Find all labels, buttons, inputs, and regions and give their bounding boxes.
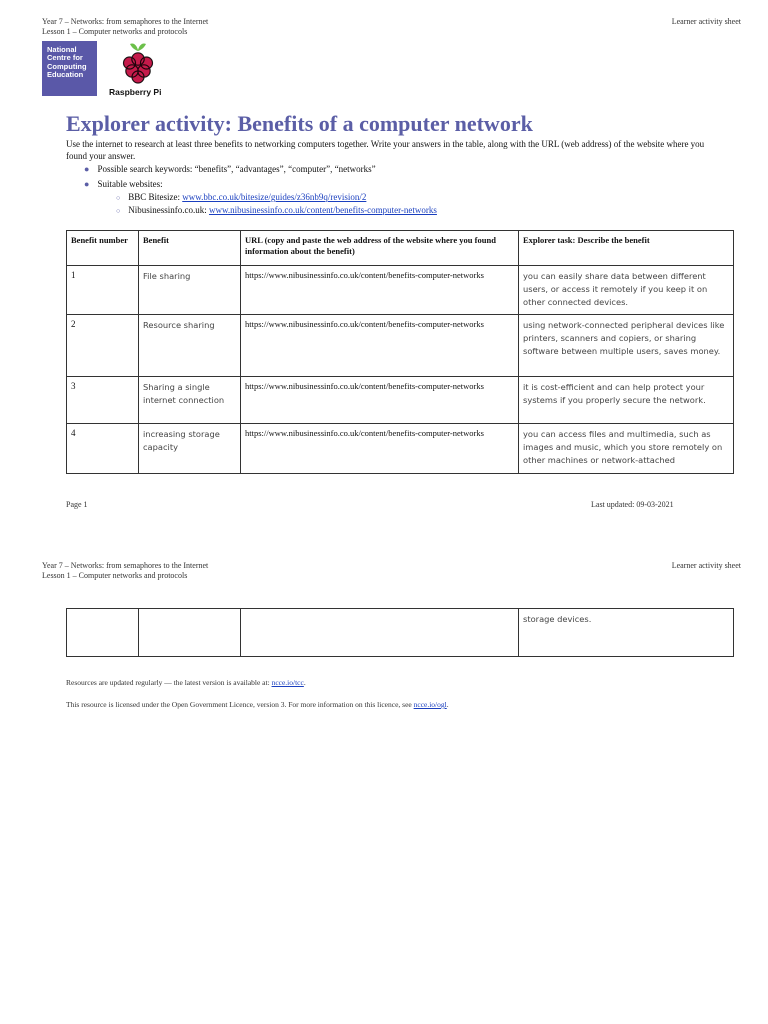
raspberry-pi-logo xyxy=(118,40,158,86)
resources-note xyxy=(66,678,306,687)
resources-end: . xyxy=(303,678,306,687)
header-sheet-type: Learner activity sheet xyxy=(671,17,741,26)
bullet-websites xyxy=(84,178,163,190)
row-url[interactable]: https://www.nibusinessinfo.co.uk/content/benefits-computer-networks xyxy=(241,424,519,474)
row-url[interactable]: https://www.nibusinessinfo.co.uk/content/benefits-computer-networks xyxy=(241,266,519,315)
row-description-text: you can access files and multimedia, such as images and music, which you store remotely on other machines or network-attached xyxy=(523,429,723,465)
table-row xyxy=(67,266,734,315)
row-url[interactable]: https://www.nibusinessinfo.co.uk/content/benefits-computer-networks xyxy=(241,315,519,377)
bbc-link[interactable]: www.bbc.co.uk/bitesize/guides/z36nb9q/revision/2 xyxy=(182,192,367,202)
header-lesson-title: Lesson 1 – Computer networks and protocols xyxy=(42,571,188,580)
resources-link[interactable]: ncce.io/tcc xyxy=(271,678,304,687)
page-number: Page 1 xyxy=(66,500,88,509)
table-row xyxy=(67,424,734,474)
bbc-label: BBC Bitesize: xyxy=(128,192,180,202)
running-header xyxy=(42,17,208,37)
row-description[interactable]: using network-connected peripheral devices like printers, scanners and copiers, or sharing software between multiple users, saves money. xyxy=(519,315,734,377)
row-description[interactable]: storage devices. xyxy=(519,609,734,657)
row-url[interactable] xyxy=(241,609,519,657)
table-row xyxy=(67,315,734,377)
row-description[interactable]: you can easily share data between different users, or access it remotely if you keep it on other connected devices. xyxy=(519,266,734,315)
hollow-bullet-icon: ○ xyxy=(116,207,121,215)
ncce-logo xyxy=(42,41,97,96)
table-row xyxy=(67,609,734,657)
intro-paragraph: Use the internet to research at least three benefits to networking computers together. Write your answers in the table, along with the URL (web address) of the website where you found your answer. xyxy=(66,139,705,161)
nibusiness-link[interactable]: www.nibusinessinfo.co.uk/content/benefits-computer-networks xyxy=(208,205,437,215)
bullet-keywords xyxy=(84,163,376,175)
table-header-row xyxy=(67,231,734,266)
sub-bullet-nibusiness xyxy=(116,204,437,217)
row-benefit[interactable]: File sharing xyxy=(139,266,241,315)
running-header-page2 xyxy=(42,561,208,581)
row-number: 2 xyxy=(67,315,139,377)
websites-text: Suitable websites: xyxy=(97,179,163,189)
bullet-dot-icon: ● xyxy=(84,164,90,174)
row-number: 1 xyxy=(67,266,139,315)
header-sheet-type: Learner activity sheet xyxy=(671,561,741,570)
licence-end: . xyxy=(446,700,449,709)
header-course-title: Year 7 – Networks: from semaphores to the Internet xyxy=(42,17,209,26)
bullet-dot-icon: ● xyxy=(84,179,90,189)
header-benefit-number: Benefit number xyxy=(67,231,139,266)
row-description[interactable] xyxy=(519,424,734,474)
licence-text: This resource is licensed under the Open Government Licence, version 3. For more information on this licence, see xyxy=(66,700,414,709)
keywords-text: Possible search keywords: “benefits”, “advantages”, “computer”, “networks” xyxy=(97,164,376,174)
header-lesson-title: Lesson 1 – Computer networks and protocols xyxy=(42,27,188,36)
resources-text: Resources are updated regularly — the latest version is available at: xyxy=(66,678,272,687)
row-number: 4 xyxy=(67,424,139,474)
row-benefit[interactable]: Sharing a single internet connection xyxy=(139,377,241,424)
row-number: 3 xyxy=(67,377,139,424)
benefits-table-continued xyxy=(66,608,734,657)
header-url: URL (copy and paste the web address of the website where you found information about the benefit) xyxy=(241,231,519,266)
header-description: Explorer task: Describe the benefit xyxy=(519,231,734,266)
hollow-bullet-icon: ○ xyxy=(116,194,121,202)
licence-link[interactable]: ncce.io/ogl xyxy=(413,700,447,709)
header-benefit: Benefit xyxy=(139,231,241,266)
table-row xyxy=(67,377,734,424)
licence-note xyxy=(66,700,449,709)
benefits-table xyxy=(66,230,734,474)
ncce-logo-text: National Centre for Computing Education xyxy=(47,45,87,80)
page-title: Explorer activity: Benefits of a computer network xyxy=(66,111,533,136)
header-course-title: Year 7 – Networks: from semaphores to the Internet xyxy=(42,561,209,570)
row-number xyxy=(67,609,139,657)
row-benefit[interactable]: increasing storage capacity xyxy=(139,424,241,474)
nib-label: Nibusinessinfo.co.uk: xyxy=(128,205,207,215)
row-benefit[interactable]: Resource sharing xyxy=(139,315,241,377)
last-updated: Last updated: 09-03-2021 xyxy=(591,500,674,509)
row-description[interactable]: it is cost-efficient and can help protect your systems if you properly secure the network. xyxy=(519,377,734,424)
row-url[interactable]: https://www.nibusinessinfo.co.uk/content/benefits-computer-networks xyxy=(241,377,519,424)
raspberry-pi-label: Raspberry Pi xyxy=(109,87,162,97)
sub-bullet-bbc xyxy=(116,191,366,204)
row-benefit[interactable] xyxy=(139,609,241,657)
